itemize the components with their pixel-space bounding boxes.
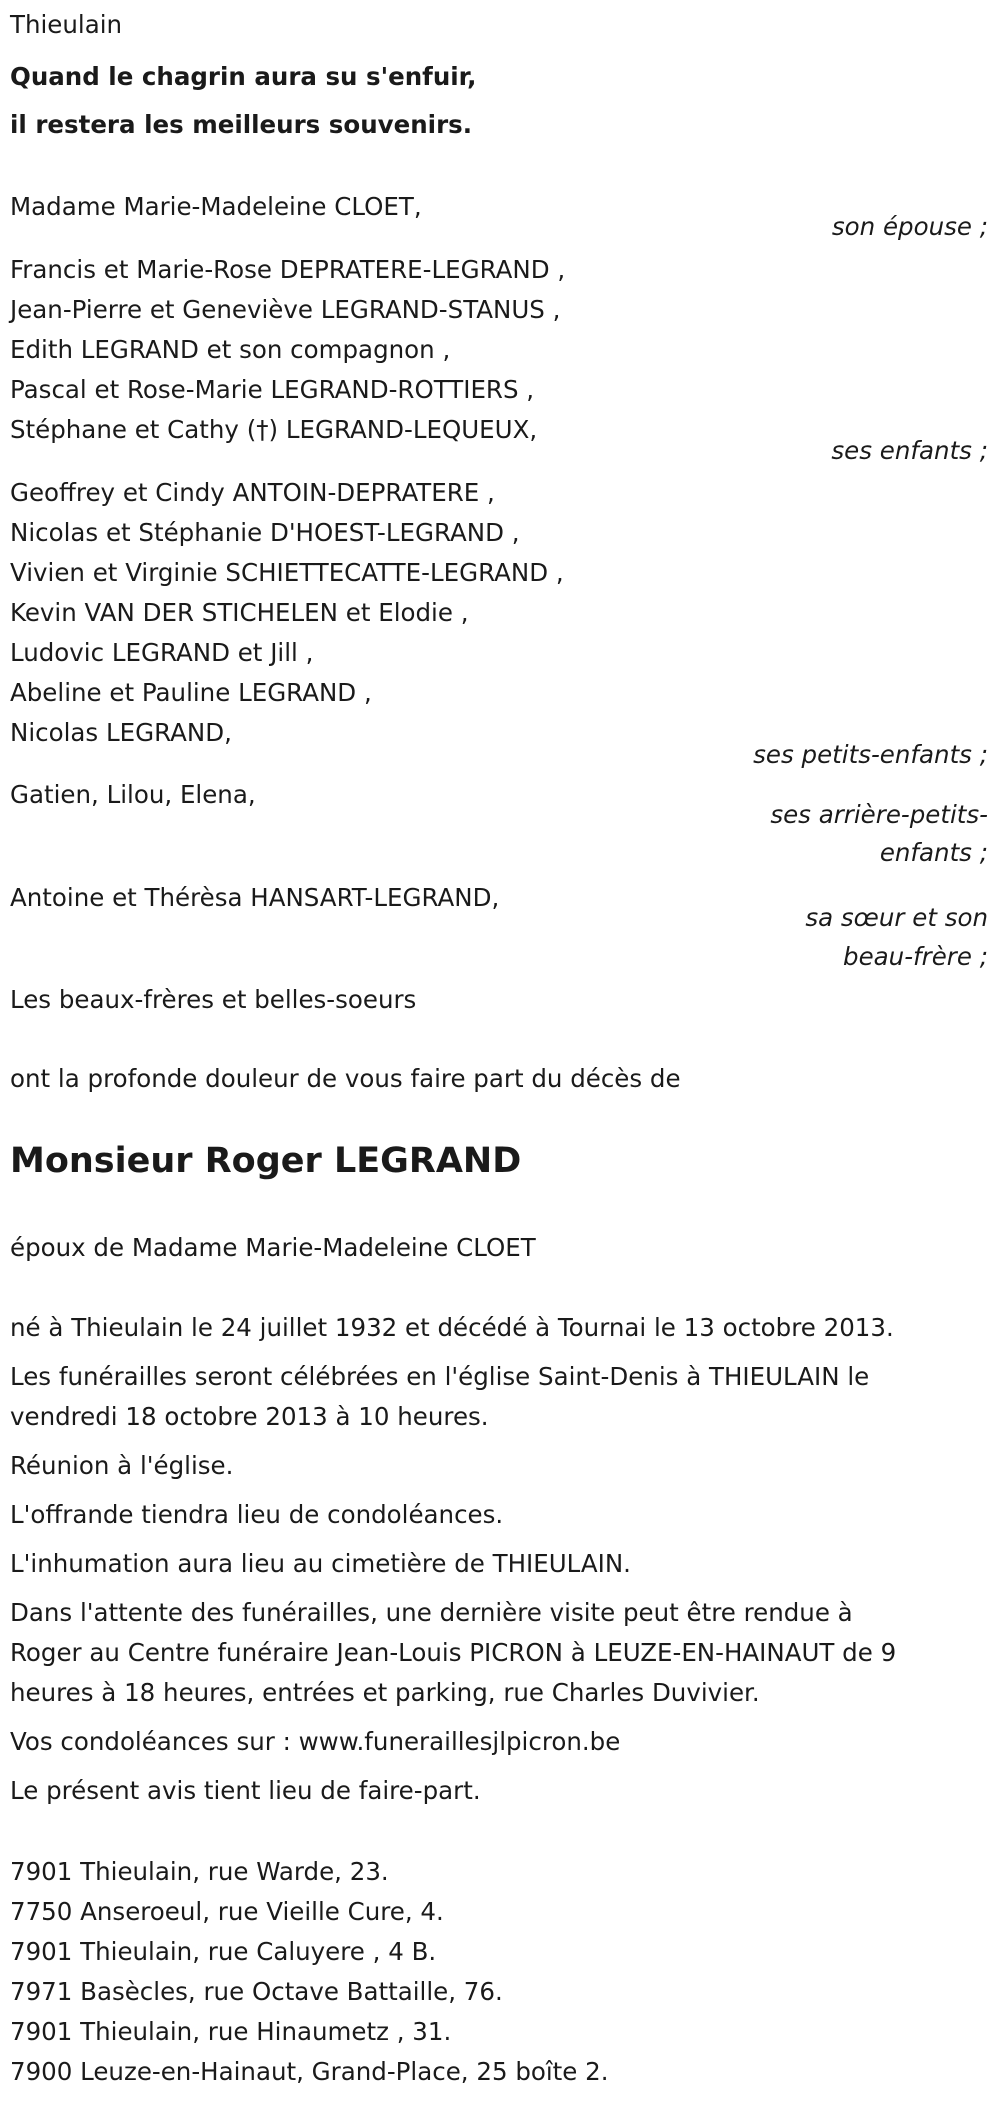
quote-line-2: il restera les meilleurs souvenirs. xyxy=(10,110,473,139)
great-grandchildren-relation-1: ses arrière-petits- xyxy=(770,800,988,829)
in-laws: Les beaux-frères et belles-soeurs xyxy=(10,985,417,1014)
quote-line-1: Quand le chagrin aura su s'enfuir, xyxy=(10,62,477,91)
sibling-names: Antoine et Thérèsa HANSART-LEGRAND, xyxy=(10,883,500,912)
condolences-link: Vos condoléances sur : www.funeraillesjlpicron.be xyxy=(10,1727,621,1756)
grandchild-4: Kevin VAN DER STICHELEN et Elodie , xyxy=(10,598,469,627)
reunion: Réunion à l'église. xyxy=(10,1451,234,1480)
visit-line-3: heures à 18 heures, entrées et parking, rue Charles Duvivier. xyxy=(10,1678,760,1707)
place-heading: Thieulain xyxy=(10,10,123,39)
spouse-name: Madame Marie-Madeleine CLOET, xyxy=(10,192,422,221)
spouse-relation: son épouse ; xyxy=(831,212,988,241)
child-3: Edith LEGRAND et son compagnon , xyxy=(10,335,451,364)
child-5: Stéphane et Cathy (†) LEGRAND-LEQUEUX, xyxy=(10,415,538,444)
child-1: Francis et Marie-Rose DEPRATERE-LEGRAND , xyxy=(10,255,566,284)
sibling-relation-2: beau-frère ; xyxy=(843,942,988,971)
grandchild-6: Abeline et Pauline LEGRAND , xyxy=(10,678,372,707)
grandchild-3: Vivien et Virginie SCHIETTECATTE-LEGRAND , xyxy=(10,558,564,587)
address-4: 7971 Basècles, rue Octave Battaille, 76. xyxy=(10,1977,503,2006)
grandchild-1: Geoffrey et Cindy ANTOIN-DEPRATERE , xyxy=(10,478,495,507)
great-grandchildren-names: Gatien, Lilou, Elena, xyxy=(10,780,256,809)
great-grandchildren-relation-2: enfants ; xyxy=(879,838,988,867)
deceased-name: Monsieur Roger LEGRAND xyxy=(10,1141,522,1181)
address-3: 7901 Thieulain, rue Caluyere , 4 B. xyxy=(10,1937,437,1966)
address-6: 7900 Leuze-en-Hainaut, Grand-Place, 25 boîte 2. xyxy=(10,2057,609,2086)
funeral-line-1: Les funérailles seront célébrées en l'église Saint-Denis à THIEULAIN le xyxy=(10,1362,870,1391)
grandchildren-relation: ses petits-enfants ; xyxy=(753,740,988,769)
address-2: 7750 Anseroeul, rue Vieille Cure, 4. xyxy=(10,1897,444,1926)
offering: L'offrande tiendra lieu de condoléances. xyxy=(10,1500,504,1529)
sibling-relation-1: sa sœur et son xyxy=(805,903,988,932)
child-4: Pascal et Rose-Marie LEGRAND-ROTTIERS , xyxy=(10,375,535,404)
deceased-spouse-line: époux de Madame Marie-Madeleine CLOET xyxy=(10,1233,536,1262)
children-relation: ses enfants ; xyxy=(831,436,988,465)
address-1: 7901 Thieulain, rue Warde, 23. xyxy=(10,1857,389,1886)
visit-line-1: Dans l'attente des funérailles, une dernière visite peut être rendue à xyxy=(10,1598,853,1627)
grandchild-5: Ludovic LEGRAND et Jill , xyxy=(10,638,314,667)
child-2: Jean-Pierre et Geneviève LEGRAND-STANUS , xyxy=(10,295,561,324)
funeral-line-2: vendredi 18 octobre 2013 à 10 heures. xyxy=(10,1402,489,1431)
faire-part: Le présent avis tient lieu de faire-part. xyxy=(10,1776,481,1805)
address-5: 7901 Thieulain, rue Hinaumetz , 31. xyxy=(10,2017,452,2046)
grandchild-2: Nicolas et Stéphanie D'HOEST-LEGRAND , xyxy=(10,518,520,547)
announcement: ont la profonde douleur de vous faire part du décès de xyxy=(10,1064,681,1093)
burial: L'inhumation aura lieu au cimetière de THIEULAIN. xyxy=(10,1549,631,1578)
grandchild-7: Nicolas LEGRAND, xyxy=(10,718,232,747)
visit-line-2: Roger au Centre funéraire Jean-Louis PICRON à LEUZE-EN-HAINAUT de 9 xyxy=(10,1638,897,1667)
birth-death: né à Thieulain le 24 juillet 1932 et décédé à Tournai le 13 octobre 2013. xyxy=(10,1313,894,1342)
